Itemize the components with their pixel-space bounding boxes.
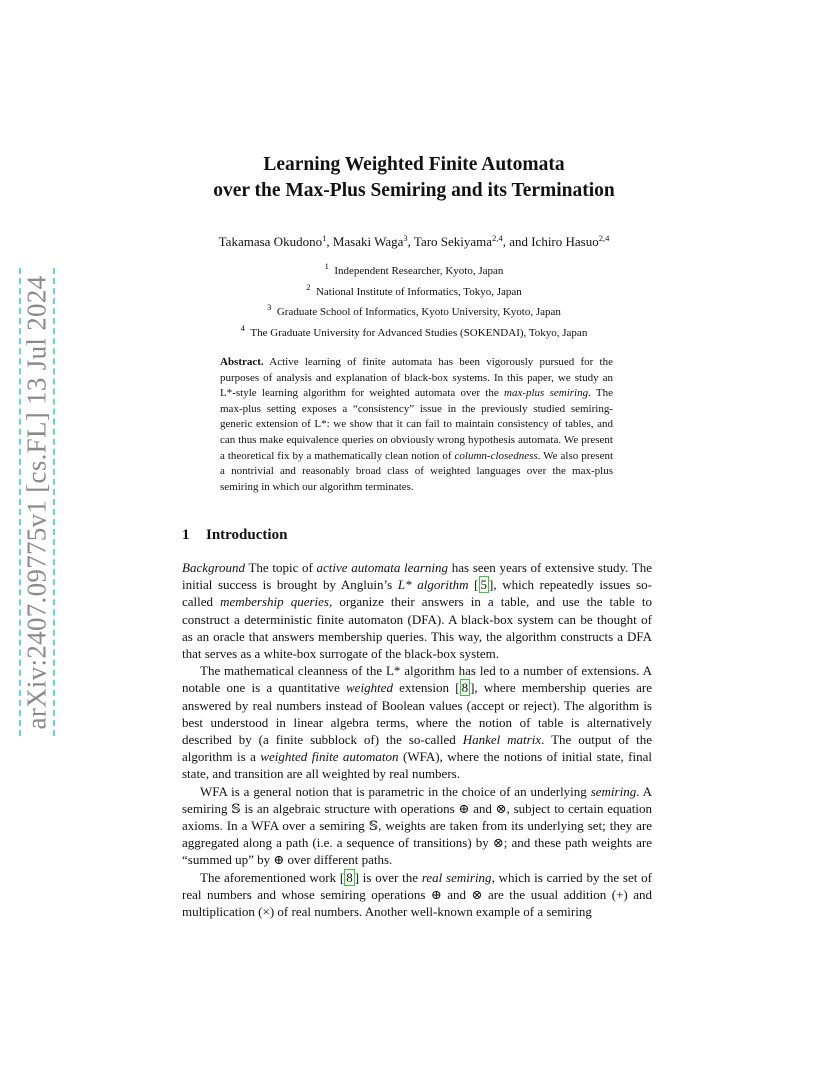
text-run: ], which repeatedly issues so-called (182, 577, 652, 610)
affiliation (100, 321, 728, 342)
author-name: Masaki Waga (332, 234, 404, 249)
affiliation (100, 280, 728, 301)
text-run: The mathematical cleanness of the L* algorithm has led to a number of extensions. A notable one is a quantitative (182, 663, 652, 696)
abstract (220, 355, 613, 495)
affiliation (100, 300, 728, 321)
emphasis: active automata learning (316, 560, 449, 575)
affiliation-text: Independent Researcher, Kyoto, Japan (334, 265, 504, 277)
text-run: The topic of (245, 560, 317, 575)
text-run: The aforementioned work [ (200, 869, 345, 885)
affiliation (100, 259, 728, 280)
author-affiliation-mark: 2,4 (492, 233, 503, 243)
paragraph (182, 662, 652, 782)
emphasis: L* algorithm (397, 577, 469, 593)
author-name: Takamasa Okudono (218, 234, 323, 249)
paragraph (182, 783, 652, 869)
paragraph (182, 869, 652, 921)
affiliation-mark: 2 (306, 281, 311, 292)
author-affiliation-mark: 2,4 (598, 233, 610, 243)
author-affiliation-mark: 1 (322, 233, 327, 243)
affiliation-text: National Institute of Informatics, Tokyo, Japan (315, 285, 522, 298)
author-separator: , (407, 234, 414, 249)
abstract-emphasis: max-plus semiring (504, 387, 589, 400)
title-line-2: over the Max-Plus Semiring and its Termination (213, 180, 615, 201)
author-list (100, 229, 728, 251)
text-run: WFA is a general notion that is parametric in the choice of an underlying (200, 783, 591, 799)
affiliation-list (100, 259, 728, 341)
affiliation-text: The Graduate University for Advanced Studies (SOKENDAI), Tokyo, Japan (250, 326, 588, 339)
text-run: [ (468, 577, 479, 593)
author-name: Taro Sekiyama (413, 234, 493, 249)
affiliation-mark: 3 (267, 302, 272, 312)
text-run: . The output of the algorithm is a (182, 732, 653, 765)
citation-link[interactable]: 8 (461, 680, 469, 696)
author-name: Ichiro Hasuo (531, 234, 599, 249)
abstract-text: Active learning of finite automata has been vigorously pursued for the purposes of analysis and explanation of black-box systems. In this paper, we study an L*-style learning algorithm for weighted automata over the (220, 356, 613, 400)
emphasis: real semiring (421, 869, 492, 885)
body-text (182, 559, 652, 920)
abstract-emphasis: column-closedness (454, 449, 538, 462)
paragraph (182, 559, 652, 662)
emphasis: weighted (346, 680, 393, 696)
abstract-text: . We also present a nontrivial and reasonably broad class of weighted languages over the max-plus semiring in which our algorithm terminates. (220, 449, 614, 493)
arxiv-identifier-sidebar (19, 268, 55, 736)
text-run: . A semiring 𝕊 is an algebraic structure with operations ⊕ and ⊗, subject to certain equation axioms. In a WFA over a semiring 𝕊, weights are taken from its underlying set; they are aggregated along a path (i.e. a sequence of transitions) by ⊗; and these path weights are “summed up” by ⊕ over different paths. (182, 783, 653, 868)
author-separator: , (326, 234, 333, 249)
section-heading (182, 527, 287, 544)
affiliation-mark: 1 (324, 261, 329, 271)
arxiv-id: arXiv:2407.09775v1 [cs.FL] 13 Jul 2024 (21, 275, 52, 729)
abstract-label: Abstract. (220, 356, 264, 368)
text-run: extension [ (392, 680, 460, 696)
citation-link[interactable]: 8 (346, 869, 353, 885)
emphasis: Hankel matrix (462, 732, 542, 748)
text-run: (WFA), where the notions of initial state, final state, and transition are all weighted by real numbers. (182, 749, 652, 782)
citation-link[interactable]: 5 (480, 577, 487, 593)
title-line-1: Learning Weighted Finite Automata (263, 154, 565, 175)
affiliation-mark: 4 (240, 322, 245, 333)
emphasis: membership queries (220, 594, 329, 610)
section-number: 1 (182, 527, 190, 543)
text-run: has seen years of extensive study. The initial success is brought by Angluin’s (182, 560, 652, 593)
text-run: , which is carried by the set of real numbers and whose semiring operations ⊕ and ⊗ are the usual addition (+) and multiplication (×) of real numbers. Another well-known example of a semiring (182, 869, 652, 920)
text-run: ] is over the (354, 869, 422, 885)
author-separator: , and (502, 234, 532, 249)
section-title: Introduction (206, 527, 288, 543)
text-run: , organize their answers in a table, and use the table to construct a deterministic finite automaton (DFA). A black-box system can be thought of as an oracle that answers membership queries. This way, the algorithm constructs a DFA that serves as a white-box surrogate of the black-box system. (182, 594, 652, 662)
affiliation-text: Graduate School of Informatics, Kyoto University, Kyoto, Japan (276, 306, 561, 318)
paper-title (100, 152, 728, 204)
run-in-heading: Background (182, 560, 246, 575)
abstract-text: . The max-plus setting exposes a “consistency” issue in the previously studied semiring-generic extension of L*: we show that it can fail to maintain consistency of tables, and can thus make equivalence queries on obviously wrong hypothesis automata. We present a theoretical fix by a mathematically clean notion of (220, 387, 614, 462)
emphasis: weighted finite automaton (260, 749, 399, 765)
emphasis: semiring (590, 783, 637, 799)
author-affiliation-mark: 3 (403, 233, 408, 243)
text-run: ], where membership queries are answered by real numbers instead of Boolean values (accept or reject). The algorithm is best understood in linear algebra terms, where the notion of table is alternatively described by (a finite subblock of) the so-called (182, 680, 653, 748)
